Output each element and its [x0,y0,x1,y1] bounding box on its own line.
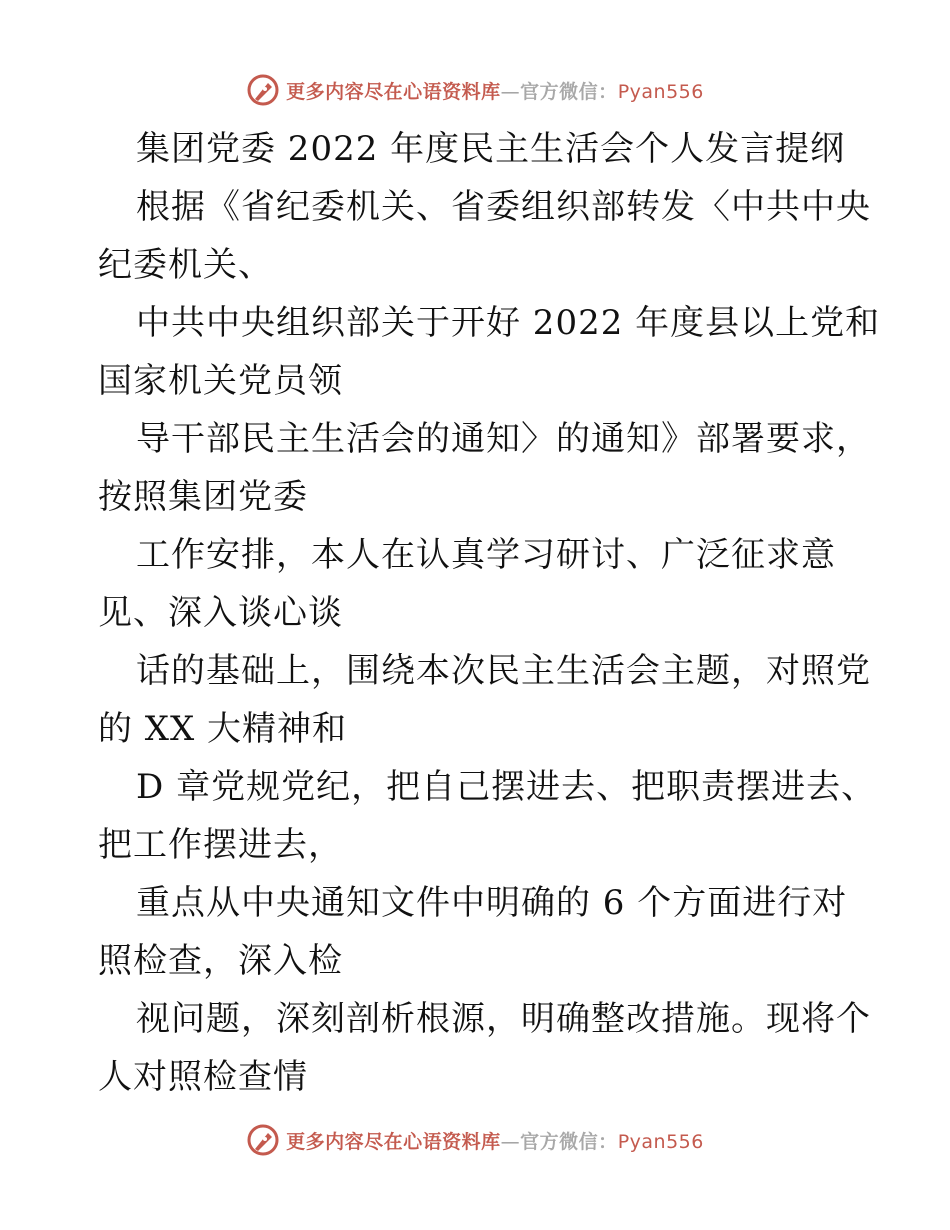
paragraph-line: 导干部民主生活会的通知〉的通知》部署要求， [136,419,871,459]
paragraph-line: 见、深入谈心谈 [98,593,343,633]
paragraph-line: 按照集团党委 [98,477,308,517]
paragraph-line: 国家机关党员领 [98,361,343,401]
paragraph-line: 人对照检查情 [98,1057,308,1097]
paragraph-line: 根据《省纪委机关、省委组织部转发〈中共中央 [136,187,871,227]
document-title: 集团党委 2022 年度民主生活会个人发言提纲 [136,129,846,169]
watermark-brand: 更多内容尽在心语资料库 [286,1130,501,1153]
paragraph-line: 的 XX 大精神和 [98,709,348,749]
watermark-official: 官方微信： [520,1130,618,1153]
watermark-header [0,70,950,110]
watermark-dash: — [500,80,521,103]
document-body [98,120,881,1106]
paragraph-line: 纪委机关、 [98,245,273,285]
watermark-dash: — [500,1130,521,1153]
pen-nib-logo-icon [246,73,280,107]
watermark-text [286,77,704,104]
watermark-footer [0,1120,950,1160]
paragraph-line: 视问题，深刻剖析根源，明确整改措施。现将个 [136,999,871,1039]
pen-nib-logo-icon [246,1123,280,1157]
watermark-official: 官方微信： [520,80,618,103]
paragraph-line: 重点从中央通知文件中明确的 6 个方面进行对 [136,883,848,923]
watermark-brand: 更多内容尽在心语资料库 [286,80,501,103]
watermark-text [286,1127,704,1154]
paragraph-line: 把工作摆进去， [98,825,343,865]
watermark-handle: Pyan556 [617,1130,704,1153]
paragraph-line: 工作安排，本人在认真学习研讨、广泛征求意 [136,535,836,575]
paragraph-line: 话的基础上，围绕本次民主生活会主题，对照党 [136,651,871,691]
paragraph-line: 中共中央组织部关于开好 2022 年度县以上党和 [136,303,881,343]
paragraph-line: D 章党规党纪，把自己摆进去、把职责摆进去、 [136,767,877,807]
paragraph-line: 照检查，深入检 [98,941,343,981]
watermark-handle: Pyan556 [617,80,704,103]
